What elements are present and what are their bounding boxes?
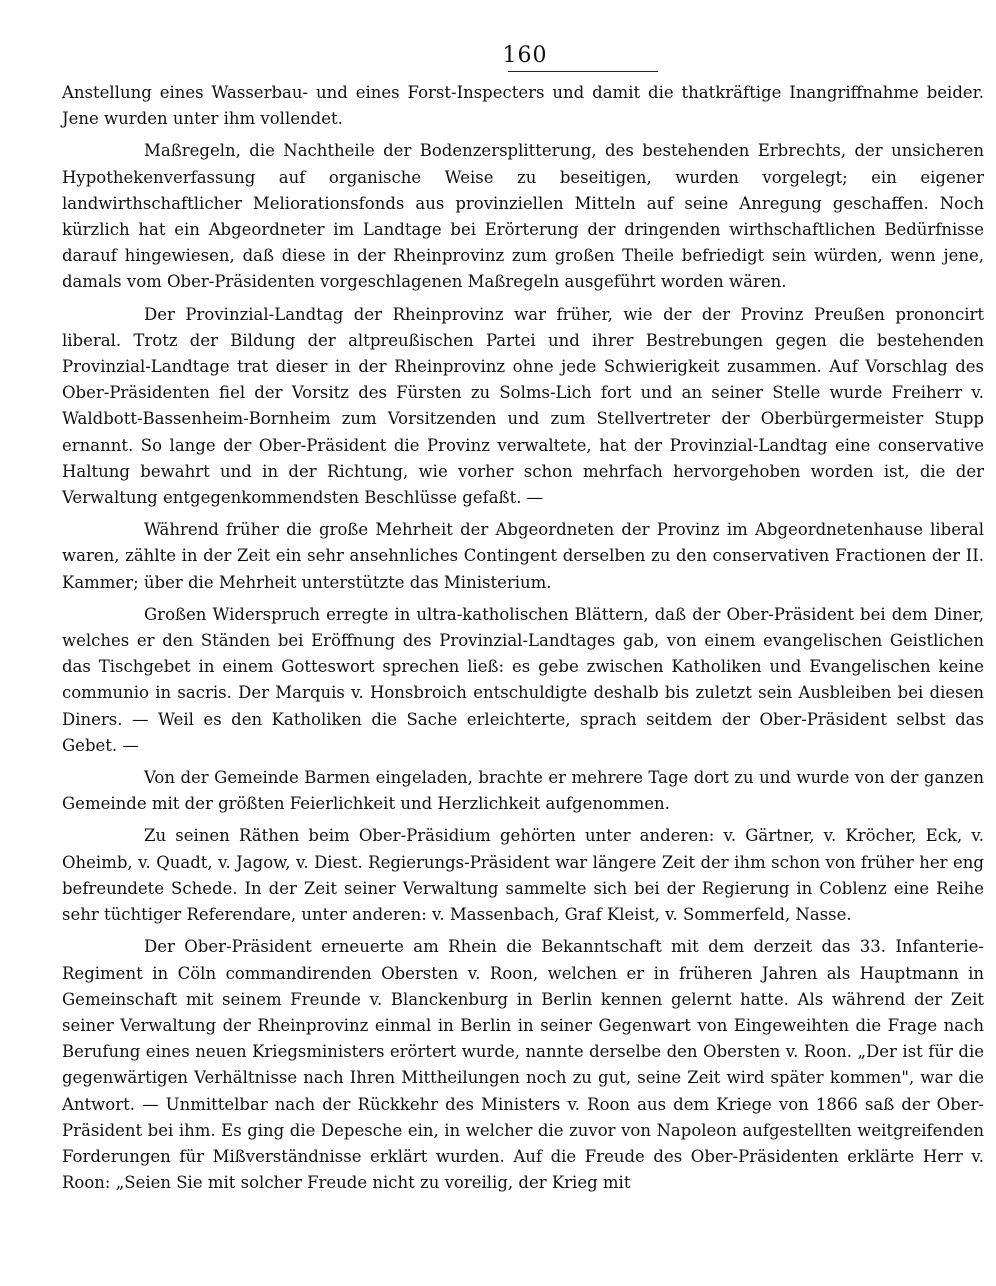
- paragraph-6: Von der Gemeinde Barmen eingeladen, brachte er mehrere Tage dort zu und wurde von der ganzen Gemeinde mit der größten Feierlichkeit und Herzlichkeit aufgenommen.: [62, 768, 984, 814]
- page-number-rule: [508, 71, 658, 72]
- paragraph-8: Der Ober-Präsident erneuerte am Rhein die Bekanntschaft mit dem derzeit das 33. Infanterie-Regiment in Cöln commandirenden Obersten v. Roon, welchen er in früheren Jahren als Hauptmann in Gemeinschaft mit seinem Freunde v. Blanckenburg in Berlin kennen gelernt hatte. Als während der Zeit seiner Verwaltung der Rheinprovinz einmal in Berlin in seiner Gegenwart von Eingeweihten die Frage nach Berufung eines neuen Kriegsministers erörtert wurde, nannte derselbe den Obersten v. Roon. „Der ist für die gegenwärtigen Verhältnisse nach Ihren Mittheilungen noch zu gut, seine Zeit wird später kommen", war die Antwort. — Unmittelbar nach der Rückkehr des Ministers v. Roon aus dem Kriege von 1866 saß der Ober-Präsident bei ihm. Es ging die Depesche ein, in welcher die zuvor von Napoleon aufgestellten weitgreifenden Forderungen für Mißverständnisse erklärt wurden. Auf die Freude des Ober-Präsidenten erklärte Herr v. Roon: „Seien Sie mit solcher Freude nicht zu voreilig, der Krieg mit: [62, 937, 984, 1193]
- paragraph-4: Während früher die große Mehrheit der Abgeordneten der Provinz im Abgeordnetenhause liberal waren, zählte in der Zeit ein sehr ansehnliches Contingent derselben zu den conservativen Fractionen der II. Kammer; über die Mehrheit unterstützte das Ministerium.: [62, 520, 984, 592]
- document-page: [62, 42, 984, 1282]
- paragraph-2: Maßregeln, die Nachtheile der Bodenzersplitterung, des bestehenden Erbrechts, der unsicheren Hypothekenverfassung auf organische Weise zu beseitigen, wurden vorgelegt; ein eigener landwirthschaftlicher Meliorationsfonds aus provinziellen Mitteln auf seine Anregung geschaffen. Noch kürzlich hat ein Abgeordneter im Landtage bei Erörterung der dringenden wirthschaftlichen Bedürfnisse darauf hingewiesen, daß diese in der Rheinprovinz zum großen Theile befriedigt sein würden, wenn jene, damals vom Ober-Präsidenten vorgeschlagenen Maßregeln ausgeführt worden wären.: [62, 141, 984, 292]
- paragraph-3: Der Provinzial-Landtag der Rheinprovinz war früher, wie der der Provinz Preußen prononcirt liberal. Trotz der Bildung der altpreußischen Partei und ihrer Bestrebungen gegen die bestehenden Provinzial-Landtage trat dieser in der Rheinprovinz ohne jede Schwierigkeit zusammen. Auf Vorschlag des Ober-Präsidenten fiel der Vorsitz des Fürsten zu Solms-Lich fort und an seiner Stelle wurde Freiherr v. Waldbott-Bassenheim-Bornheim zum Vorsitzenden und zum Stellvertreter der Oberbürgermeister Stupp ernannt. So lange der Ober-Präsident die Provinz verwaltete, hat der Provinzial-Landtag eine conservative Haltung bewahrt und in der Richtung, wie vorher schon mehrfach hervorgehoben worden ist, die der Verwaltung entgegenkommendsten Beschlüsse gefaßt. —: [62, 304, 984, 508]
- paragraph-1: Anstellung eines Wasserbau- und eines Forst-Inspecters und damit die thatkräftige Inangriffnahme beider. Jene wurden unter ihm vollendet.: [62, 83, 984, 129]
- paragraph-5: Großen Widerspruch erregte in ultra-katholischen Blättern, daß der Ober-Präsident bei dem Diner, welches er den Ständen bei Eröffnung des Provinzial-Landtages gab, von einem evangelischen Geistlichen das Tischgebet in einem Gotteswort sprechen ließ: es gebe zwischen Katholiken und Evangelischen keine communio in sacris. Der Marquis v. Honsbroich entschuldigte deshalb bis zuletzt sein Ausbleiben bei diesen Diners. — Weil es den Katholiken die Sache erleichterte, sprach seitdem der Ober-Präsident selbst das Gebet. —: [62, 604, 984, 755]
- page-number: 160: [502, 43, 548, 68]
- paragraph-7: Zu seinen Räthen beim Ober-Präsidium gehörten unter anderen: v. Gärtner, v. Kröcher, Eck, v. Oheimb, v. Quadt, v. Jagow, v. Diest. Regierungs-Präsident war längere Zeit der ihm schon von früher her eng befreundete Schede. In der Zeit seiner Verwaltung sammelte sich bei der Regierung in Coblenz eine Reihe sehr tüchtiger Referendare, unter anderen: v. Massenbach, Graf Kleist, v. Sommerfeld, Nasse.: [62, 826, 984, 925]
